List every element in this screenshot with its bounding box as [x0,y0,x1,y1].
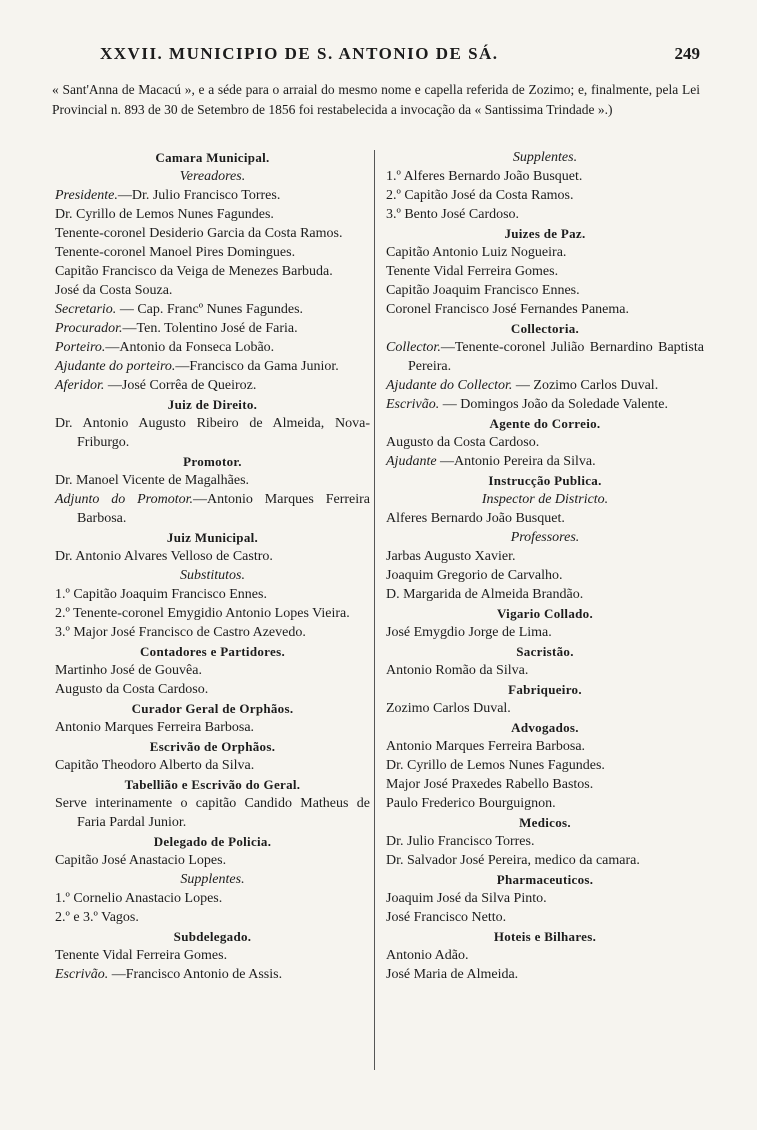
entry-text: Martinho José de Gouvêa. [55,663,202,678]
entry-text: José Maria de Almeida. [386,967,519,982]
section-heading: Hoteis e Bilhares. [493,929,597,944]
section-heading: Sacristão. [516,644,574,659]
right-entry [386,585,704,604]
right-entry [386,395,704,414]
section-heading: Juiz Municipal. [166,530,259,545]
section-heading: Contadores e Partidores. [139,644,285,659]
left-entry [55,946,370,965]
entry-text: Antonio Marques Ferreira Barbosa. [386,739,586,754]
entry-text: Jarbas Augusto Xavier. [386,549,516,564]
section-heading: Collectoria. [510,321,580,336]
left-entry [55,376,370,395]
left-entry [55,262,370,281]
right-entry [386,623,704,642]
entry-text: Antonio Marques Ferreira Barbosa. [55,720,255,735]
left-entry [55,604,370,623]
subsection-heading: Supplentes. [180,872,245,887]
entry-text: Capitão José Anastacio Lopes. [55,853,227,868]
entry-role: Secretario. [55,302,117,317]
left-entry [55,889,370,908]
entry-text: Capitão Joaquim Francisco Ennes. [386,283,580,298]
entry-text: —Ten. Tolentino José de Faria. [122,321,298,336]
left-entry [55,718,370,737]
left-entry [55,243,370,262]
column-divider [374,150,375,1070]
section-heading: Juiz de Direito. [167,397,258,412]
entry-role: Ajudante do Collector. [386,378,513,393]
subsection-heading: Vereadores. [179,169,246,184]
left-entry [55,338,370,357]
right-column [386,148,704,984]
intro-paragraph [52,80,700,120]
entry-text: Coronel Francisco José Fernandes Panema. [386,302,629,317]
entry-role: Ajudante do porteiro. [55,359,176,374]
entry-text: —Antonio Marques Ferreira Barbosa. [77,492,370,526]
entry-text: Joaquim José da Silva Pinto. [386,891,547,906]
left-entry [55,319,370,338]
section-heading: Delegado de Policia. [153,834,272,849]
page-title: XXVII. MUNICIPIO DE S. ANTONIO DE SÁ. [100,44,499,63]
left-entry [55,490,370,528]
entry-text: 2.º Capitão José da Costa Ramos. [386,188,574,203]
entry-text: 1.º Cornelio Anastacio Lopes. [55,891,223,906]
section-heading: Promotor. [183,454,242,469]
entry-role: Procurador. [55,321,123,336]
section-heading: Instrucção Publica. [488,473,602,488]
right-entry [386,832,704,851]
right-entry [386,908,704,927]
page-number: 249 [674,44,700,63]
left-entry [55,623,370,642]
entry-text: José da Costa Souza. [55,283,173,298]
entry-role: Collector. [386,340,441,355]
entry-text: Serve interinamente o capitão Candido Matheus de Faria Pardal Junior. [55,796,370,830]
left-entry [55,471,370,490]
entry-text: Paulo Frederico Bourguignon. [386,796,556,811]
right-entry [386,566,704,585]
right-entry [386,775,704,794]
left-column [55,148,370,984]
right-entry [386,965,704,984]
section-heading: Escrivão de Orphãos. [149,739,276,754]
entry-text: 1.º Alferes Bernardo João Busquet. [386,169,583,184]
entry-text: Dr. Antonio Augusto Ribeiro de Almeida, Nova-Friburgo. [55,416,370,450]
right-entry [386,376,704,395]
entry-text: Dr. Cyrillo de Lemos Nunes Fagundes. [386,758,605,773]
entry-text: —Francisco Antonio de Assis. [108,967,283,982]
entry-role: Adjunto do Promotor. [55,492,194,507]
entry-text: Dr. Julio Francisco Torres. [386,834,535,849]
right-entry [386,281,704,300]
entry-text: Tenente Vidal Ferreira Gomes. [386,264,559,279]
right-entry [386,794,704,813]
section-heading: Curador Geral de Orphãos. [131,701,294,716]
entry-role: Porteiro. [55,340,106,355]
section-heading: Agente do Correio. [489,416,601,431]
entry-text: Augusto da Costa Cardoso. [55,682,209,697]
entry-text: José Emygdio Jorge de Lima. [386,625,552,640]
subsection-heading: Professores. [510,530,580,545]
section-heading: Juizes de Paz. [504,226,586,241]
entry-text: Tenente-coronel Manoel Pires Domingues. [55,245,296,260]
section-heading: Fabriqueiro. [508,682,582,697]
section-heading: Tabellião e Escrivão do Geral. [124,777,301,792]
right-entry [386,262,704,281]
right-entry [386,547,704,566]
section-heading: Pharmaceuticos. [496,872,594,887]
entry-text: Capitão Theodoro Alberto da Silva. [55,758,255,773]
entry-text: Capitão Francisco da Veiga de Menezes Barbuda. [55,264,333,279]
right-entry [386,661,704,680]
entry-text: Tenente Vidal Ferreira Gomes. [55,948,228,963]
entry-text: Major José Praxedes Rabello Bastos. [386,777,594,792]
entry-text: Antonio Adão. [386,948,469,963]
right-entry [386,452,704,471]
entry-text: D. Margarida de Almeida Brandão. [386,587,584,602]
intro-text: « Sant'Anna de Macacú », e a séde para o arraial do mesmo nome e capella referida de Zozimo; e, finalmente, pela Lei Provincial n. 893 de 30 de Setembro de 1856 foi restabelecida a invocação da « Santissima Trindade ».) [52,82,700,117]
right-entry [386,756,704,775]
entry-text: José Francisco Netto. [386,910,507,925]
left-entry [55,585,370,604]
entry-text: — Zozimo Carlos Duval. [512,378,659,393]
left-entry [55,794,370,832]
entry-text: 2.º e 3.º Vagos. [55,910,139,925]
right-entry [386,699,704,718]
right-entry [386,737,704,756]
entry-text: Dr. Antonio Alvares Velloso de Castro. [55,549,273,564]
section-heading: Advogados. [511,720,579,735]
left-entry [55,414,370,452]
entry-text: Tenente-coronel Desiderio Garcia da Costa Ramos. [55,226,343,241]
entry-text: Capitão Antonio Luiz Nogueira. [386,245,567,260]
entry-text: —José Corrêa de Queiroz. [104,378,257,393]
entry-text: Dr. Cyrillo de Lemos Nunes Fagundes. [55,207,274,222]
entry-role: Ajudante [386,454,437,469]
left-entry [55,281,370,300]
right-entry [386,509,704,528]
left-entry [55,357,370,376]
entry-text: 1.º Capitão Joaquim Francisco Ennes. [55,587,267,602]
right-entry [386,243,704,262]
section-heading: Camara Municipal. [155,150,270,165]
entry-text: Dr. Manoel Vicente de Magalhães. [55,473,250,488]
entry-text: Antonio Romão da Silva. [386,663,529,678]
left-entry [55,756,370,775]
section-heading: Medicos. [519,815,571,830]
subsection-heading: Substitutos. [180,568,245,583]
right-entry [386,851,704,870]
entry-text: 3.º Major José Francisco de Castro Azevedo. [55,625,306,640]
entry-text: —Antonio Pereira da Silva. [436,454,596,469]
entry-text: Dr. Salvador José Pereira, medico da camara. [386,853,640,868]
entry-text: 3.º Bento José Cardoso. [386,207,520,222]
right-entry [386,300,704,319]
entry-role: Escrivão. [386,397,440,412]
left-entry [55,908,370,927]
left-entry [55,851,370,870]
section-heading: Subdelegado. [173,929,252,944]
running-head [100,44,700,64]
right-entry [386,433,704,452]
section-heading: Vigario Collado. [496,606,594,621]
right-entry [386,889,704,908]
entry-text: —Tenente-coronel Julião Bernardino Baptista Pereira. [408,340,704,374]
right-entry [386,338,704,376]
left-entry [55,661,370,680]
entry-role: Escrivão. [55,967,109,982]
entry-text: Joaquim Gregorio de Carvalho. [386,568,563,583]
entry-text: Alferes Bernardo João Busquet. [386,511,565,526]
entry-text: Augusto da Costa Cardoso. [386,435,540,450]
right-entry [386,946,704,965]
entry-text: — Cap. Francº Nunes Fagundes. [116,302,304,317]
entry-text: Zozimo Carlos Duval. [386,701,511,716]
subsection-heading: Inspector de Districto. [481,492,609,507]
right-entry [386,186,704,205]
entry-text: —Francisco da Gama Junior. [175,359,339,374]
left-entry [55,547,370,566]
entry-text: 2.º Tenente-coronel Emygidio Antonio Lopes Vieira. [55,606,350,621]
left-entry [55,224,370,243]
entry-text: —Antonio da Fonseca Lobão. [105,340,275,355]
right-entry [386,205,704,224]
left-entry [55,205,370,224]
left-entry [55,965,370,984]
entry-role: Presidente. [55,188,118,203]
entry-text: —Dr. Julio Francisco Torres. [117,188,281,203]
subsection-heading: Supplentes. [512,150,578,165]
left-entry [55,300,370,319]
left-entry [55,186,370,205]
left-entry [55,680,370,699]
entry-text: — Domingos João da Soledade Valente. [439,397,669,412]
entry-role: Aferidor. [55,378,105,393]
right-entry [386,167,704,186]
